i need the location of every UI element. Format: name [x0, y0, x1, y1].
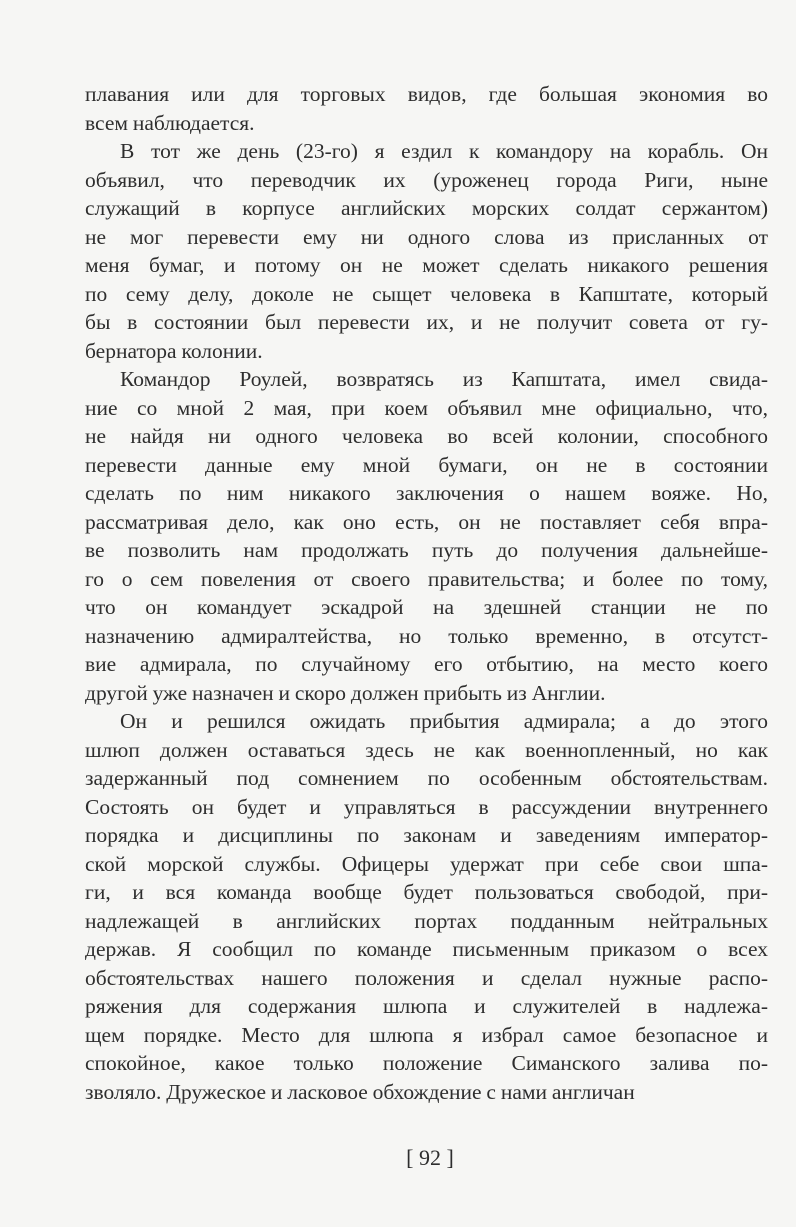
text-line: объявил, что переводчик их (уроженец города Риги, ныне	[85, 167, 768, 192]
text-line: плавания или для торговых видов, где большая экономия во	[85, 82, 768, 106]
text-line: зволяло. Дружеское и ласковое обхождение с нами англичан	[85, 1079, 635, 1104]
text-line: вие адмирала, по случайному его отбытию, на место коего	[85, 652, 768, 676]
text-line: служащий в корпусе английских морских солдат сержантом)	[85, 196, 768, 220]
text-line: ги, и вся команда вообще будет пользоваться свободой, при-	[85, 880, 768, 904]
text-line: бернатора колонии.	[85, 338, 263, 363]
text-line: ние со мной 2 мая, при коем объявил мне официально, что,	[85, 395, 768, 420]
text-line: ве позволить нам продолжать путь до получения дальнейше-	[85, 538, 768, 562]
text-line: назначению адмиралтейства, но только временно, в отсутст-	[85, 623, 768, 648]
text-line: го о сем повеления от своего правительства; и более по тому,	[85, 566, 768, 591]
text-line: не мог перевести ему ни одного слова из присланных от	[85, 224, 768, 249]
text-line: порядка и дисциплины по законам и заведениям император-	[85, 823, 768, 847]
text-line: другой уже назначен и скоро должен прибыть из Англии.	[85, 680, 606, 705]
text-line: задержанный под сомнением по особенным обстоятельствам.	[85, 766, 768, 790]
text-line: всем наблюдается.	[85, 110, 255, 135]
page-body	[85, 80, 768, 1106]
page-number: [ 92 ]	[406, 1145, 454, 1170]
text-line: перевести данные ему мной бумаги, он не в состоянии	[85, 452, 768, 477]
text-line: ряжения для содержания шлюпа и служителей в надлежа-	[85, 994, 768, 1018]
text-line: меня бумаг, и потому он не может сделать никакого решения	[85, 253, 768, 277]
text-line: держав. Я сообщил по команде письменным приказом о всех	[85, 937, 768, 961]
text-line: по сему делу, доколе не сыщет человека в Капштате, который	[85, 281, 768, 306]
text-line: что он командует эскадрой на здешней станции не по	[85, 595, 768, 619]
text-line: Командор Роулей, возвратясь из Капштата, имел свида-	[120, 367, 768, 391]
text-line: обстоятельствах нашего положения и сделал нужные распо-	[85, 965, 768, 990]
text-line: Он и решился ожидать прибытия адмирала; а до этого	[120, 709, 768, 733]
text-line: надлежащей в английских портах подданным нейтральных	[85, 908, 768, 933]
text-line: Состоять он будет и управляться в рассуждении внутреннего	[85, 794, 768, 819]
text-line: шлюп должен оставаться здесь не как военнопленный, но как	[85, 737, 768, 762]
text-line: спокойное, какое только положение Симанского залива по-	[85, 1051, 768, 1075]
text-line: не найдя ни одного человека во всей колонии, способного	[85, 424, 768, 448]
text-line: бы в состоянии был перевести их, и не получит совета от гу-	[85, 310, 768, 334]
text-line: сделать по ним никакого заключения о нашем вояже. Но,	[85, 481, 768, 505]
text-line: рассматривая дело, как оно есть, он не поставляет себя впра-	[85, 509, 768, 534]
text-line: щем порядке. Место для шлюпа я избрал самое безопасное и	[85, 1022, 768, 1047]
text-line: В тот же день (23-го) я ездил к командору на корабль. Он	[120, 139, 768, 163]
text-line: ской морской службы. Офицеры удержат при себе свои шпа-	[85, 851, 768, 876]
